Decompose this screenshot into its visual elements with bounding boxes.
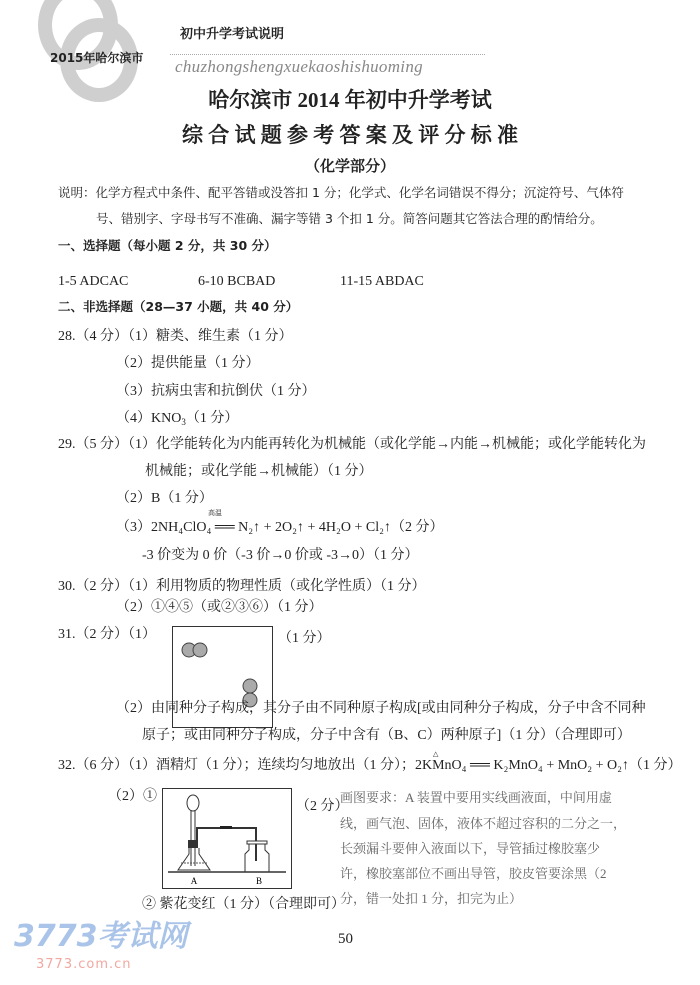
answers-6-10: 6-10 BCBAD (198, 274, 276, 289)
watermark-url: 3773.com.cn (36, 957, 132, 972)
answers-11-15: 11-15 ABDAC (340, 274, 424, 289)
q28-line3: （3）抗病虫害和抗倒伏（1 分） (116, 384, 316, 399)
drawing-requirement-line: 线，画气泡、固体，液体不超过容积的二分之一， (340, 816, 627, 831)
q31-line2: （2）由同种分子构成，其分子由不同种原子构成[或由同种分子构成，分子中含不同种 (116, 701, 646, 716)
q32-line2: （2）① (108, 789, 157, 804)
series-title: 初中升学考试说明 (180, 27, 285, 42)
watermark-logo: 3773考试网 (14, 919, 188, 954)
q29-line4: （3）2NH₄ClO₄ ══ N₂↑ + 2O₂↑ + 4H₂O + Cl₂↑（2 分） (116, 520, 444, 535)
subtitle: （化学部分） (304, 159, 395, 175)
apparatus-diagram (162, 788, 292, 889)
q31-line3: 原子；或由同种分子构成，分子中含有（B、C）两种原子]（1 分）（合理即可） (142, 728, 631, 743)
q30-line2: （2）①④⑤（或②③⑥）（1 分） (116, 600, 323, 615)
answers-1-5: 1-5 ADCAC (58, 274, 129, 289)
q28-line2: （2）提供能量（1 分） (116, 356, 260, 371)
drawing-requirement-line: 许，橡胶塞部位不画出导管，胶皮管要涂黑（2 (340, 866, 607, 881)
q29-line3: （2）B（1 分） (116, 491, 213, 506)
drawing-requirement-line: 分，错一处扣 1 分，扣完为止） (340, 891, 523, 906)
label-b: B (255, 876, 263, 886)
q28-line1: 28.（4 分）（1）糖类、维生素（1 分） (58, 329, 293, 344)
note-line1: 说明：化学方程式中条件、配平答错或没答扣 1 分；化学式、化学名词错误不得分；沉淀符号、气体符 (58, 185, 624, 200)
atom (193, 643, 207, 657)
label-a: A (190, 876, 198, 886)
reaction-condition: △ (433, 750, 439, 758)
note-line2: 号、错别字、字母书写不准确、漏字等错 3 个扣 1 分。简答问题其它答法合理的酌情给分。 (96, 211, 603, 226)
drawing-requirement-line: 长颈漏斗要伸入液面以下，导管插过橡胶塞少 (340, 841, 601, 856)
q29-line5: -3 价变为 0 价（-3 价→0 价或 -3→0）（1 分） (142, 548, 419, 563)
q28-line4: $(4)KNO_3(1$ 分） (116, 411, 239, 427)
q31-score: （1 分） (278, 631, 331, 646)
section2-heading: 二、非选择题（28—37 小题，共 40 分） (58, 299, 299, 314)
q31-line1: 31.（2 分）（1） (58, 627, 156, 642)
q29-line2: 机械能；或化学能→机械能）（1 分） (145, 464, 373, 479)
q29-line1: 29.（5 分）（1）化学能转化为内能再转化为机械能（或化学能→内能→机械能；或化学能转化为 (58, 437, 646, 452)
page-number: 50 (338, 931, 353, 947)
year-label: 2015年哈尔滨市 (50, 51, 144, 65)
section1-heading: 一、选择题（每小题 2 分，共 30 分） (58, 238, 277, 253)
atom (243, 679, 257, 693)
reaction-condition: 高温 (208, 509, 222, 517)
title-line2: 综 合 试 题 参 考 答 案 及 评 分 标 准 (182, 123, 518, 147)
q32-line3: ② 紫花变红（1 分）（合理即可） (142, 897, 345, 912)
header-divider (170, 54, 485, 55)
title-line1: 哈尔滨市 2014 年初中升学考试 (208, 88, 492, 112)
drawing-requirement-line: 画图要求：A 装置中要用实线画液面，中间用虚 (340, 790, 612, 805)
q32-score: （2 分） (296, 799, 349, 814)
q30-line1: 30.（2 分）（1）利用物质的物理性质（或化学性质）（1 分） (58, 579, 426, 594)
q32-line1: 32.（6 分）（1）酒精灯（1 分）；连续均匀地放出（1 分）；2KMnO₄ ══ K₂MnO₄ + MnO₂ + O₂↑（1 分） (58, 758, 682, 773)
pinyin-header: chuzhongshengxuekaoshishuoming (175, 57, 423, 76)
